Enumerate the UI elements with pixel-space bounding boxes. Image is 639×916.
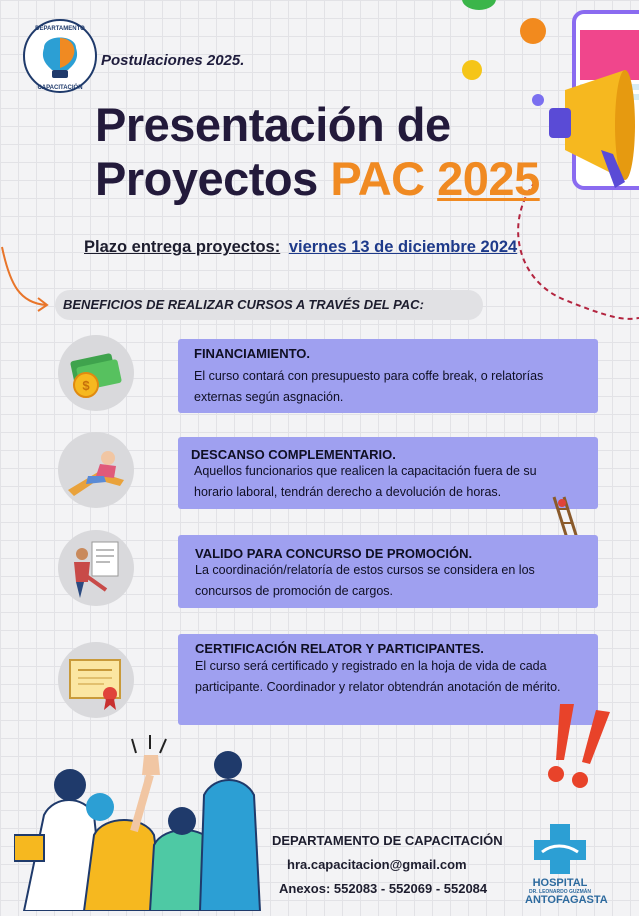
deadline-label: Plazo entrega proyectos:	[84, 238, 281, 256]
benefit-title-1: FINANCIAMIENTO.	[194, 346, 311, 361]
deadline-date: viernes 13 de diciembre 2024	[288, 238, 518, 256]
benefit-card-4	[178, 634, 598, 725]
title-pac: PAC	[330, 152, 425, 205]
decor-green-dot	[462, 0, 496, 10]
benefits-header	[55, 290, 483, 320]
decor-yellow-dot	[462, 60, 482, 80]
logo-text-bottom: CAPACITACIÓN	[37, 85, 83, 91]
svg-text:$: $	[82, 378, 90, 393]
rest-icon	[58, 432, 134, 508]
money-icon	[58, 335, 134, 411]
benefit-text-2: Aquellos funcionarios que realicen la capacitación fuera de su horario laboral, tendrán derecho a devolución de horas.	[194, 464, 537, 499]
decor-orange-dot	[520, 18, 546, 44]
benefit-card-3	[178, 535, 598, 608]
benefit-title-4: CERTIFICACIÓN RELATOR Y PARTICIPANTES.	[195, 641, 484, 656]
team-illustration	[14, 735, 264, 911]
exclamation-icon	[538, 700, 618, 790]
benefit-text-4: El curso será certificado y registrado en la hoja de vida de cada participante. Coordinador y relator obtendrán anotación de mérito.	[195, 659, 561, 694]
title-main: Proyectos	[95, 152, 318, 205]
hospital-logo	[532, 822, 588, 876]
benefit-card-2	[178, 437, 598, 509]
decor-arrow-left	[0, 245, 52, 325]
promotion-icon	[58, 530, 134, 606]
certificate-icon	[58, 642, 134, 718]
title-line2	[95, 152, 540, 206]
title-year: 2025	[437, 152, 540, 205]
deadline	[84, 238, 517, 257]
subtitle: Postulaciones 2025.	[101, 52, 245, 69]
benefit-title-2: DESCANSO COMPLEMENTARIO.	[191, 447, 396, 462]
footer-email[interactable]: hra.capacitacion@gmail.com	[287, 857, 467, 872]
title-line1: Presentación de	[95, 98, 451, 151]
page-title	[95, 98, 540, 206]
footer-phones: Anexos: 552083 - 552069 - 552084	[279, 881, 488, 896]
hospital-city: ANTOFAGASTA	[525, 894, 608, 906]
footer-department: DEPARTAMENTO DE CAPACITACIÓN	[272, 833, 503, 848]
benefits-header-text: BENEFICIOS DE REALIZAR CURSOS A TRAVÉS DEL PAC:	[63, 297, 424, 312]
hospital-name	[525, 877, 608, 906]
department-logo	[22, 18, 98, 94]
benefit-text-3: La coordinación/relatoría de estos cursos se considera en los concursos de promoción de cargos.	[195, 563, 535, 598]
hospital-subname: DR. LEONARDO GUZMÁN	[529, 889, 591, 895]
benefit-title-3: VALIDO PARA CONCURSO DE PROMOCIÓN.	[195, 546, 473, 561]
megaphone-icon	[545, 70, 639, 190]
benefit-card-1	[178, 339, 598, 413]
hospital-name-main: HOSPITAL	[532, 877, 588, 889]
logo-text-top: DEPARTAMENTO	[35, 26, 85, 32]
benefit-text-1: El curso contará con presupuesto para coffe break, o relatorías externas según asgnación.	[194, 369, 544, 404]
